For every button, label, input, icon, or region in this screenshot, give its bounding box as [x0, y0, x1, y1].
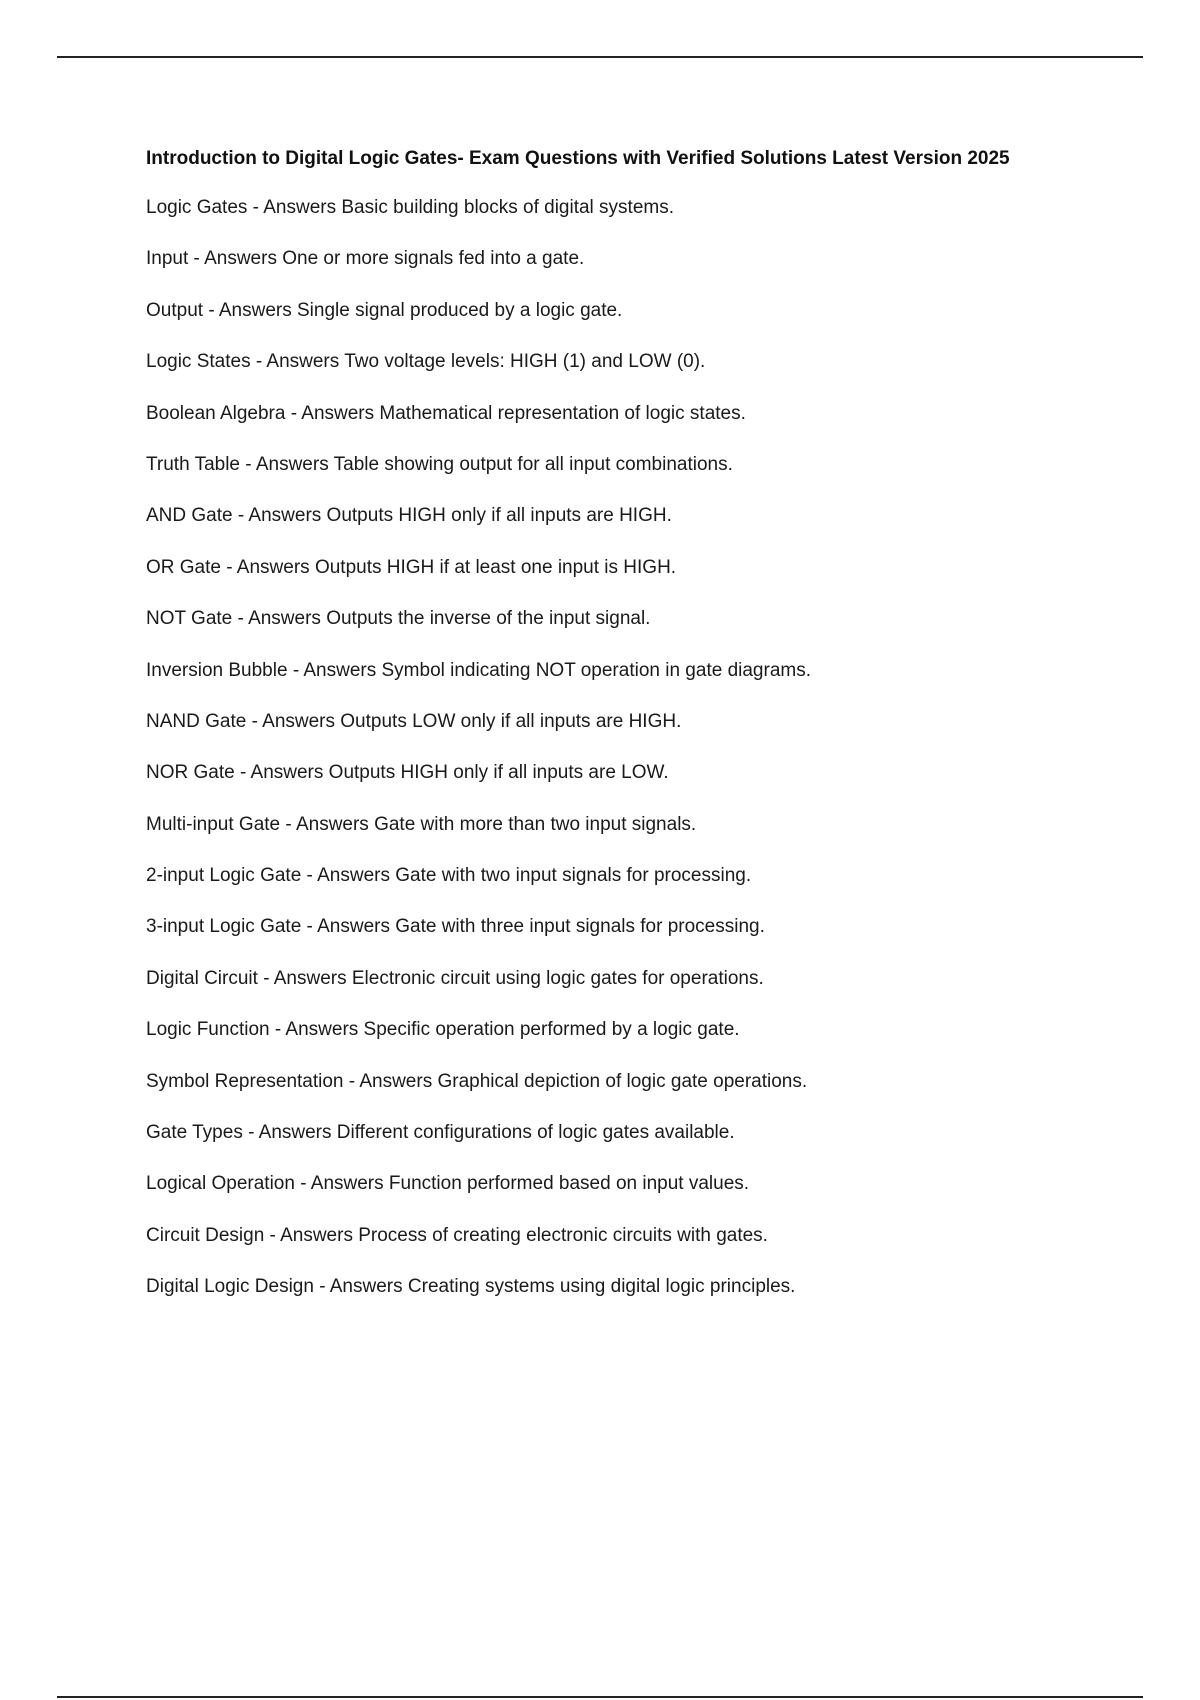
qa-item: OR Gate - Answers Outputs HIGH if at least one input is HIGH.	[146, 556, 677, 578]
qa-item: Input - Answers One or more signals fed into a gate.	[146, 248, 585, 270]
qa-item: Logical Operation - Answers Function performed based on input values.	[146, 1173, 750, 1195]
qa-item: Digital Logic Design - Answers Creating systems using digital logic principles.	[146, 1276, 796, 1298]
document-body	[146, 145, 1146, 1325]
qa-item: Symbol Representation - Answers Graphical depiction of logic gate operations.	[146, 1070, 808, 1092]
qa-item: Output - Answers Single signal produced by a logic gate.	[146, 299, 623, 321]
qa-item: Logic Gates - Answers Basic building blocks of digital systems.	[146, 197, 675, 218]
qa-item: Truth Table - Answers Table showing output for all input combinations.	[146, 453, 733, 475]
qa-item: Multi-input Gate - Answers Gate with more than two input signals.	[146, 813, 697, 835]
footer-rule	[57, 1696, 1143, 1698]
qa-item: NOT Gate - Answers Outputs the inverse of the input signal.	[146, 608, 651, 630]
qa-item: Digital Circuit - Answers Electronic circuit using logic gates for operations.	[146, 967, 764, 989]
qa-list	[146, 194, 1146, 1301]
qa-item: AND Gate - Answers Outputs HIGH only if all inputs are HIGH.	[146, 505, 672, 527]
qa-item: 3-input Logic Gate - Answers Gate with three input signals for processing.	[146, 916, 765, 938]
qa-item: 2-input Logic Gate - Answers Gate with two input signals for processing.	[146, 865, 752, 887]
qa-item: Inversion Bubble - Answers Symbol indicating NOT operation in gate diagrams.	[146, 659, 811, 681]
qa-item: NOR Gate - Answers Outputs HIGH only if all inputs are LOW.	[146, 762, 669, 784]
qa-item: Logic States - Answers Two voltage levels: HIGH (1) and LOW (0).	[146, 351, 706, 373]
header-rule	[57, 56, 1143, 58]
qa-item: Logic Function - Answers Specific operation performed by a logic gate.	[146, 1019, 740, 1041]
qa-item: Boolean Algebra - Answers Mathematical representation of logic states.	[146, 402, 746, 424]
qa-item: Circuit Design - Answers Process of creating electronic circuits with gates.	[146, 1224, 768, 1246]
qa-item: Gate Types - Answers Different configurations of logic gates available.	[146, 1122, 735, 1144]
qa-item: NAND Gate - Answers Outputs LOW only if all inputs are HIGH.	[146, 710, 682, 732]
document-title: Introduction to Digital Logic Gates- Exam Questions with Verified Solutions Latest Version 2025	[146, 148, 1010, 169]
